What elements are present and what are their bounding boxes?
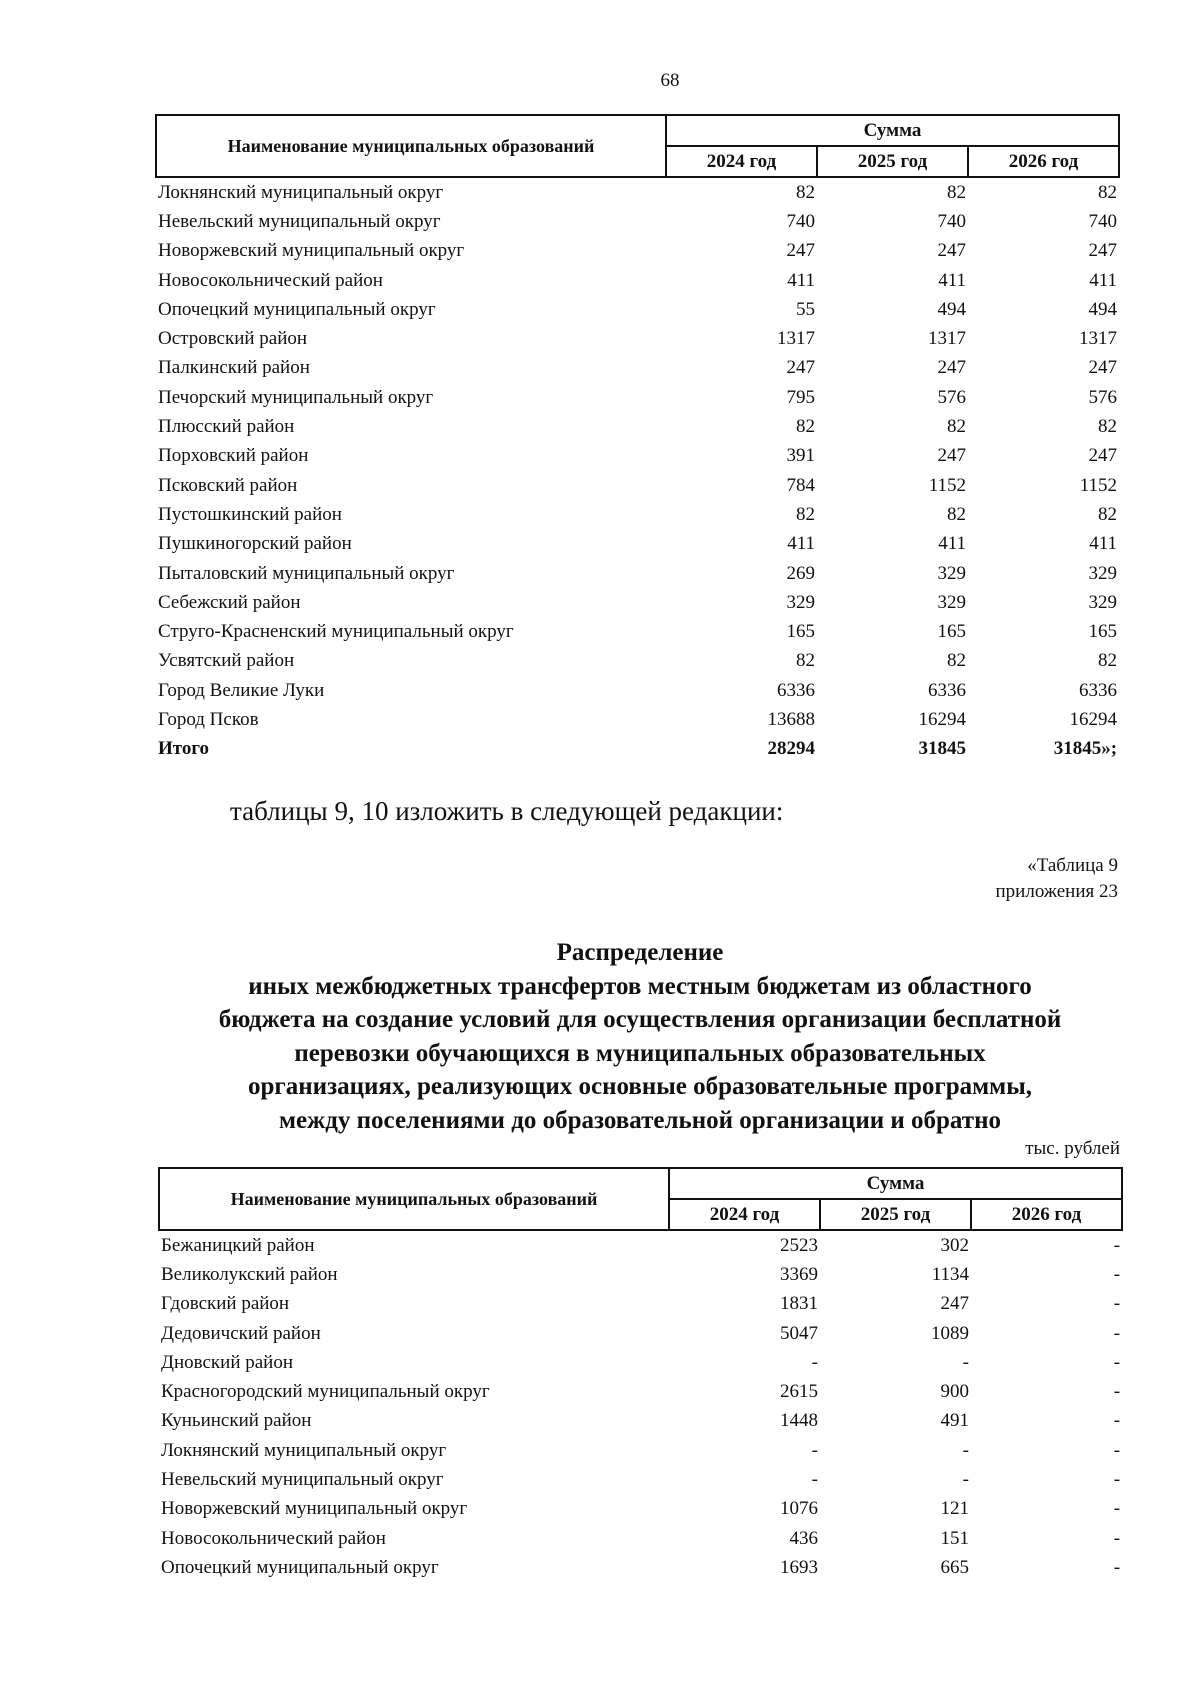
amount-2025: 16294 <box>918 708 966 730</box>
amount-2026: 82 <box>1098 503 1118 525</box>
amount-2026: 1317 <box>1079 328 1118 350</box>
total-row <box>156 735 1119 764</box>
municipality-name: Невельский муниципальный округ <box>158 210 441 232</box>
municipality-name: Невельский муниципальный округ <box>161 1469 444 1491</box>
table-reference-number: «Таблица 9 <box>1027 855 1118 876</box>
municipality-name: Опочецкий муниципальный округ <box>158 298 436 320</box>
amount-2025: 740 <box>937 210 966 232</box>
amount-2025: 329 <box>937 591 966 613</box>
municipality-name: Псковский район <box>158 474 298 496</box>
municipality-name: Город Великие Луки <box>158 679 325 701</box>
table-row <box>156 530 1119 559</box>
amount-2024: 269 <box>786 562 815 584</box>
table-row <box>159 1524 1122 1553</box>
amount-2024: 1076 <box>780 1498 818 1520</box>
table-row <box>159 1553 1122 1582</box>
amount-2025: 411 <box>938 533 966 555</box>
amount-2025: 302 <box>940 1234 969 1256</box>
amount-2024: 329 <box>786 591 815 613</box>
amount-2024: 82 <box>796 503 815 525</box>
amount-2025: 165 <box>937 621 966 643</box>
amount-2024: 13688 <box>767 708 815 730</box>
amount-2026: 82 <box>1098 416 1118 438</box>
amount-2025: 665 <box>940 1556 969 1578</box>
table-row <box>156 676 1119 705</box>
amount-2025: - <box>962 1351 969 1373</box>
amount-2025: 6336 <box>928 679 966 701</box>
column-header-2024: 2024 год <box>666 146 817 177</box>
amount-2024: 2523 <box>780 1234 818 1256</box>
municipality-name: Новоржевский муниципальный округ <box>161 1498 468 1520</box>
amount-2024: 165 <box>786 621 815 643</box>
municipality-name: Пыталовский муниципальный округ <box>158 562 455 584</box>
amount-2024: 82 <box>796 181 815 203</box>
municipality-name: Город Псков <box>158 708 259 730</box>
municipality-name: Плюсский район <box>158 416 295 438</box>
table-row <box>159 1495 1122 1524</box>
page-number: 68 <box>660 70 680 91</box>
amount-2026: 247 <box>1088 445 1118 467</box>
column-header-2024: 2024 год <box>669 1199 820 1230</box>
table-row <box>159 1407 1122 1436</box>
amount-2025: 247 <box>937 240 966 262</box>
column-header-sum: Сумма <box>669 1168 1122 1199</box>
amount-2026: - <box>1113 1263 1121 1285</box>
amount-2026: 576 <box>1088 386 1118 408</box>
amount-2025: 900 <box>940 1381 969 1403</box>
table-row <box>156 295 1119 324</box>
table-row <box>156 412 1119 441</box>
table-row <box>159 1436 1122 1465</box>
table-row <box>156 177 1119 207</box>
amount-2026: - <box>1113 1469 1121 1491</box>
amount-2026: - <box>1113 1351 1121 1373</box>
amount-2026: 165 <box>1088 621 1118 643</box>
amount-2025: 1317 <box>928 328 966 350</box>
municipality-name: Гдовский район <box>161 1293 290 1315</box>
amount-2024: 5047 <box>780 1322 818 1344</box>
amount-2025: 1089 <box>931 1322 969 1344</box>
table-row <box>156 266 1119 295</box>
table-row <box>159 1319 1122 1348</box>
municipality-name: Бежаницкий район <box>161 1234 315 1256</box>
municipality-name: Новосокольнический район <box>158 269 383 291</box>
table-row <box>156 442 1119 471</box>
municipality-name: Островский район <box>158 328 308 350</box>
amount-2024: 795 <box>786 386 815 408</box>
amount-2025: 247 <box>937 357 966 379</box>
allocation-table-continued <box>155 114 1120 764</box>
amount-2026: 1152 <box>1079 474 1118 496</box>
table-row <box>156 705 1119 734</box>
amount-2026: 82 <box>1098 650 1118 672</box>
amount-2024: 740 <box>786 210 815 232</box>
amount-2024: 1831 <box>780 1293 818 1315</box>
amount-2025: 82 <box>947 416 966 438</box>
title-line: организациях, реализующих основные образовательные программы, <box>248 1073 1032 1100</box>
allocation-table-9 <box>158 1167 1123 1583</box>
table-row <box>156 383 1119 412</box>
amount-2025: - <box>962 1439 969 1461</box>
amount-2024: 391 <box>786 445 815 467</box>
amount-2026: - <box>1113 1381 1121 1403</box>
title-line: Распределение <box>556 939 724 966</box>
amount-2026: - <box>1113 1527 1121 1549</box>
amount-2026: 329 <box>1088 591 1118 613</box>
municipality-name: Дновский район <box>161 1351 294 1373</box>
amount-2024: - <box>811 1439 818 1461</box>
amount-2025: 247 <box>937 445 966 467</box>
municipality-name: Усвятский район <box>158 650 295 672</box>
column-header-2026: 2026 год <box>971 1199 1122 1230</box>
amount-2025: 82 <box>947 650 966 672</box>
amount-2024: 2615 <box>780 1381 818 1403</box>
total-2024: 28294 <box>767 738 815 760</box>
amount-2024: 82 <box>796 416 815 438</box>
table-row <box>159 1290 1122 1319</box>
title-line: между поселениями до образовательной организации и обратно <box>279 1106 1001 1134</box>
amendment-instruction: таблицы 9, 10 изложить в следующей редакции: <box>230 796 784 826</box>
table-title <box>150 936 1130 1137</box>
municipality-name: Себежский район <box>158 591 301 613</box>
amount-2026: 494 <box>1088 298 1118 320</box>
amount-2025: 82 <box>947 503 966 525</box>
amount-2025: 82 <box>947 181 966 203</box>
amount-2024: 1317 <box>777 328 815 350</box>
amount-2024: 55 <box>796 298 815 320</box>
municipality-name: Опочецкий муниципальный округ <box>161 1556 439 1578</box>
amount-2024: 247 <box>786 357 815 379</box>
amount-2026: 16294 <box>1069 708 1118 730</box>
column-header-name: Наименование муниципальных образований <box>159 1168 669 1230</box>
amount-2024: 6336 <box>777 679 815 701</box>
municipality-name: Печорский муниципальный округ <box>158 386 434 408</box>
amount-2026: - <box>1113 1234 1121 1256</box>
total-label: Итого <box>158 738 210 760</box>
column-header-2026: 2026 год <box>968 146 1119 177</box>
table-row <box>159 1377 1122 1406</box>
title-line: иных межбюджетных трансфертов местным бюджетам из областного <box>248 972 1032 1000</box>
table-row <box>156 237 1119 266</box>
municipality-name: Дедовичский район <box>161 1322 321 1344</box>
column-header-name: Наименование муниципальных образований <box>156 115 666 177</box>
amount-2026: - <box>1113 1293 1121 1315</box>
amount-2026: - <box>1113 1556 1121 1578</box>
amount-2025: 576 <box>937 386 966 408</box>
municipality-name: Куньинский район <box>161 1410 312 1432</box>
amount-2024: 1448 <box>780 1410 818 1432</box>
column-header-2025: 2025 год <box>817 146 968 177</box>
amount-2026: 411 <box>1089 533 1118 555</box>
total-2025: 31845 <box>918 738 966 760</box>
amount-2026: 247 <box>1088 357 1118 379</box>
amount-2024: 784 <box>786 474 815 496</box>
table-reference-appendix: приложения 23 <box>995 881 1118 902</box>
amount-2025: 491 <box>940 1410 969 1432</box>
municipality-name: Локнянский муниципальный округ <box>158 181 444 203</box>
table-body <box>156 177 1119 735</box>
amount-2026: 329 <box>1088 562 1118 584</box>
table-body <box>159 1230 1122 1583</box>
title-line: бюджета на создание условий для осуществления организации бесплатной <box>218 1006 1062 1033</box>
amount-2024: 1693 <box>780 1556 818 1578</box>
municipality-name: Новоржевский муниципальный округ <box>158 240 465 262</box>
table-row <box>156 207 1119 236</box>
amount-2025: 121 <box>940 1498 969 1520</box>
amount-2024: 3369 <box>780 1263 818 1285</box>
table-row <box>159 1260 1122 1289</box>
amount-2026: - <box>1113 1439 1121 1461</box>
title-line: перевозки обучающихся в муниципальных образовательных <box>294 1039 986 1067</box>
amount-2024: 247 <box>786 240 815 262</box>
municipality-name: Красногородский муниципальный округ <box>161 1381 490 1403</box>
table-row <box>156 471 1119 500</box>
amount-2026: 411 <box>1089 269 1118 291</box>
municipality-name: Порховский район <box>158 445 309 467</box>
municipality-name: Пустошкинский район <box>158 503 342 525</box>
table-row <box>156 324 1119 353</box>
amount-2026: 6336 <box>1079 679 1118 701</box>
amount-2025: 329 <box>937 562 966 584</box>
column-header-2025: 2025 год <box>820 1199 971 1230</box>
total-2026: 31845»; <box>1053 738 1118 760</box>
table-row <box>156 647 1119 676</box>
municipality-name: Новосокольнический район <box>161 1527 386 1549</box>
units-label: тыс. рублей <box>1025 1138 1120 1159</box>
amount-2024: - <box>811 1469 818 1491</box>
amount-2024: 436 <box>789 1527 818 1549</box>
amount-2025: 1152 <box>928 474 966 496</box>
municipality-name: Локнянский муниципальный округ <box>161 1439 447 1461</box>
municipality-name: Пушкиногорский район <box>158 533 352 555</box>
amount-2025: 151 <box>940 1527 969 1549</box>
table-row <box>159 1348 1122 1377</box>
table-row <box>159 1465 1122 1494</box>
table-row <box>156 354 1119 383</box>
amount-2025: 411 <box>938 269 966 291</box>
table-row <box>159 1230 1122 1260</box>
amount-2026: 82 <box>1098 181 1118 203</box>
table-row <box>156 588 1119 617</box>
municipality-name: Струго-Красненский муниципальный округ <box>158 621 514 643</box>
amount-2026: - <box>1113 1322 1121 1344</box>
amount-2026: - <box>1113 1498 1121 1520</box>
amount-2025: 1134 <box>931 1263 969 1285</box>
table-row <box>156 559 1119 588</box>
municipality-name: Великолукский район <box>161 1263 338 1285</box>
amount-2025: 494 <box>937 298 966 320</box>
amount-2024: 82 <box>796 650 815 672</box>
column-header-sum: Сумма <box>666 115 1119 146</box>
table-row <box>156 617 1119 646</box>
amount-2025: - <box>962 1469 969 1491</box>
amount-2024: 411 <box>787 533 815 555</box>
amount-2026: 740 <box>1088 210 1118 232</box>
amount-2026: - <box>1113 1410 1121 1432</box>
amount-2024: - <box>811 1351 818 1373</box>
municipality-name: Палкинский район <box>158 357 310 379</box>
amount-2024: 411 <box>787 269 815 291</box>
table-row <box>156 500 1119 529</box>
amount-2026: 247 <box>1088 240 1118 262</box>
amount-2025: 247 <box>940 1293 969 1315</box>
